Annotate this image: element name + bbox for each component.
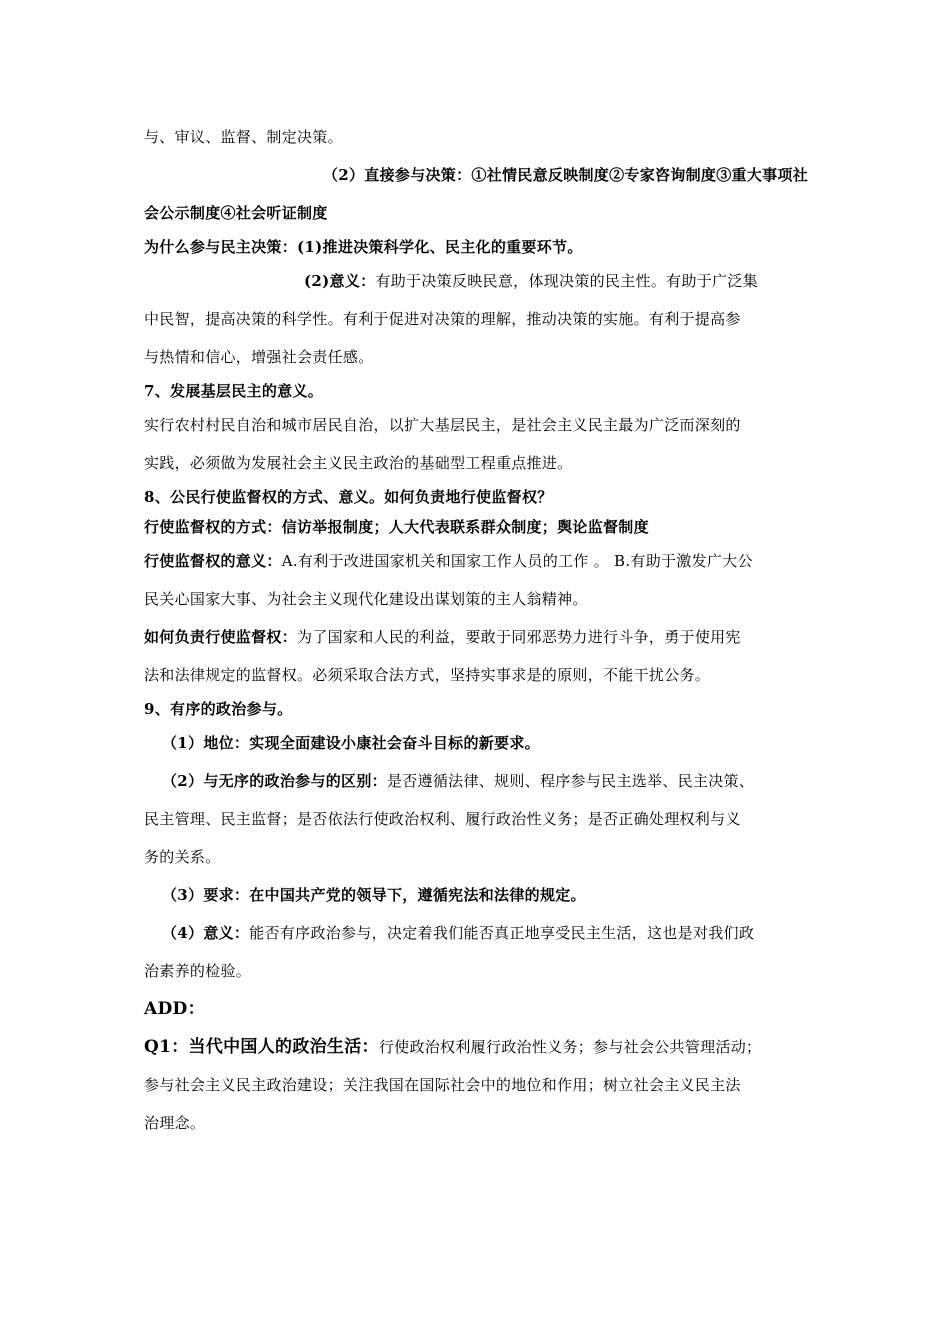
text-run: 有助于决策反映民意，体现决策的民主性。有助于广泛集	[375, 272, 758, 290]
paragraph-significance	[144, 262, 808, 300]
text-line: 会公示制度④社会听证制度	[144, 204, 328, 222]
text-line: 实行农村村民自治和城市居民自治，以扩大基层民主，是社会主义民主最为广泛而深刻的	[144, 416, 741, 434]
bold-label: 如何负责行使监督权：	[144, 628, 298, 646]
heading-why-participate: 为什么参与民主决策：(1)推进决策科学化、民主化的重要环节。	[144, 238, 583, 256]
text-line: 民关心国家大事、为社会主义现代化建设出谋划策的主人翁精神。	[144, 590, 588, 608]
heading-orderly-participation: 9、有序的政治参与。	[144, 700, 293, 718]
text-run: 行使政治权利履行政治性义务；参与社会公共管理活动；	[378, 1038, 762, 1056]
text-line-methods: 行使监督权的方式：信访举报制度；人大代表联系群众制度；舆论监督制度	[144, 518, 649, 536]
bold-label: （4）意义：	[162, 924, 250, 942]
text-line: 法和法律规定的监督权。必须采取合法方式，坚持实事求是的原则，不能干扰公务。	[144, 666, 711, 684]
subheading-direct-participation: （2）直接参与决策：①社情民意反映制度②专家咨询制度③重大事项社	[322, 166, 808, 184]
text-run: A.有利于改进国家机关和国家工作人员的工作 。 B.有助于激发广大公	[281, 552, 753, 570]
text-run: 能否有序政治参与，决定着我们能否真正地享受民主生活，这也是对我们政	[249, 924, 755, 942]
paragraph-meaning	[144, 914, 808, 952]
bold-label: Q1：当代中国人的政治生活：	[144, 1037, 379, 1057]
text-line: 务的关系。	[144, 848, 221, 866]
text-line: 与热情和信心，增强社会责任感。	[144, 348, 374, 366]
bold-label: （2）与无序的政治参与的区别：	[162, 772, 387, 790]
text-line: 治理念。	[144, 1114, 206, 1132]
paragraph-difference	[144, 762, 808, 800]
heading-add: ADD：	[144, 999, 205, 1019]
text-line: 民主管理、民主监督；是否依法行使政治权利、履行政治性义务；是否正确处理权利与义	[144, 810, 741, 828]
heading-supervision-rights: 8、公民行使监督权的方式、意义。如何负责地行使监督权？	[144, 488, 553, 506]
text-line: 与、审议、监督、制定决策。	[144, 128, 343, 146]
document-body	[144, 118, 808, 1142]
paragraph-supervision-significance	[144, 542, 808, 580]
text-line-requirement: （3）要求：在中国共产党的领导下，遵循宪法和法律的规定。	[162, 886, 586, 904]
paragraph-responsible-supervision	[144, 618, 808, 656]
text-line: 参与社会主义民主政治建设；关注我国在国际社会中的地位和作用；树立社会主义民主法	[144, 1076, 741, 1094]
bold-label: 行使监督权的意义：	[144, 552, 282, 570]
text-line: 实践，必须做为发展社会主义民主政治的基础型工程重点推进。	[144, 454, 573, 472]
text-run: 为了国家和人民的利益，要敢于同邪恶势力进行斗争，勇于使用宪	[297, 628, 741, 646]
text-line: 治素养的检验。	[144, 962, 252, 980]
paragraph-q1	[144, 1028, 808, 1066]
bold-label: (2)意义：	[304, 272, 376, 290]
heading-grassroots-democracy: 7、发展基层民主的意义。	[144, 382, 324, 400]
text-line: 中民智，提高决策的科学性。有利于促进对决策的理解，推动决策的实施。有利于提高参	[144, 310, 741, 328]
text-line-status: （1）地位：实现全面建设小康社会奋斗目标的新要求。	[162, 734, 540, 752]
text-run: 是否遵循法律、规则、程序参与民主选举、民主决策、	[386, 772, 755, 790]
